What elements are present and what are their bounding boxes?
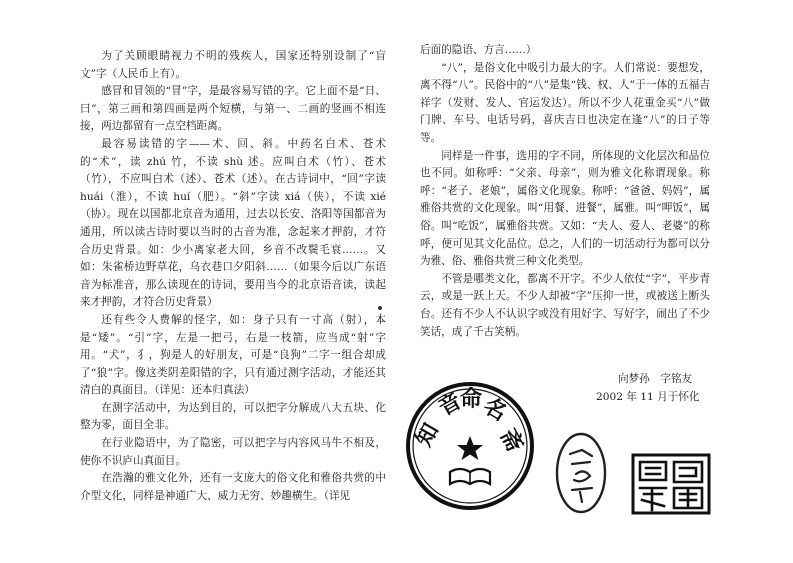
paragraph-continuation: 后面的隐语、方言……） [420,44,537,56]
seal-char: 知 [410,418,445,451]
paragraph: 在测字活动中，为达到目的，可以把字分解成八大五块、化整为零，面目全非。 [80,401,386,432]
paragraph: 还有些令人费解的怪字，如：身子只有一寸高（射），本是“矮”。“引”字，左是一把弓，右是一枝箭，应当成“射”字用。“犬”，犭，狗是人的好朋友，可是“良狗”二字一组合却成了“狼”字。像这类阴差阳错的字，只有通过测字活动，才能还其清白的真面目。（详见：还本归真法） [80,313,386,397]
oval-seal [552,430,610,516]
seal-char: 音 [434,387,467,422]
paragraph: 在行业隐语中，为了隐密，可以把字与内容风马牛不相及，使你不识庐山真面目。 [80,437,386,467]
seal-char: 斋 [494,424,528,457]
ink-speck [378,306,382,310]
paragraph: “八”，是俗文化中吸引力最大的字。人们常说：要想发，离不得“八”。民俗中的“八”是集“钱、权、人”于一体的五福吉祥字（发财、发人、官运发达）。所以不少人花重金买“八”做门牌、车号、电话号码，喜庆吉日也决定在逢“八”的日子等等。 [420,61,710,144]
paragraph: 同样是一件事，选用的字不同，所体现的文化层次和品位也不同。如称呼：“父亲、母亲”，则为雅文化称谓现象。称呼：“老子、老娘”，属俗文化现象。称呼：“爸爸、妈妈”，属雅俗共赏的文化现象。叫“用餐、进餐”，属雅。叫“呷饭”，属俗。叫“吃饭”，属雅俗共赏。又如：“夫人、爱人、老婆”的称呼，便可见其文化品位。总之，人们的一切活动行为都可以分为雅、俗、雅俗共赏三种文化类型。 [420,149,710,268]
square-seal [630,452,712,516]
paragraph: 不管是哪类文化，都离不开字。不少人依仗“字”，平步青云，或是一跃上天。不少人却被“字”压抑一世，或被送上断头台。还有不少人不认识字或没有用好字、写好字，闹出了不少笑话，成了千古笑柄。 [420,272,710,338]
paragraph: 为了关顾眼睛视力不明的残疾人，国家还特别设制了“盲文”字（人民币上有）。 [80,50,386,80]
round-seal [404,380,536,512]
author-signature: 向梦孙 字铭友 [618,373,693,385]
seal-char: 命 [460,386,483,412]
signature-date: 2002 年 11 月于怀化 [596,391,700,403]
right-text-column [420,42,710,341]
book-icon [450,469,490,484]
star-icon [457,436,483,460]
paragraph: 在浩瀚的雅文化外，还有一支庞大的俗文化和雅俗共赏的中介型文化，同样是神通广大、威力无穷、妙趣横生。（详见 [80,472,386,502]
paragraph: 感冒和冒领的“冒”字，是最容易写错的字。它上面不是“日、曰”，第三画和第四画是两个短横，与第一、二画的竖画不相连接，两边都留有一点空档距离。 [80,85,386,133]
seal-char: 名 [479,392,512,427]
paragraph: 最容易读错的字——术、回、斜。中药名白术、苍术的“术”，读 zhú 竹，不读 shù 述。应叫白术（竹）、苍术（竹），不应叫白术（述）、苍术（述）。在古诗词中，“回”字读 huái（淮），不读 huí（肥）。“斜”字读 xiá（侠），不读 xié（协）。现在以国都北京音为通用，过去以长安、洛阳等国都音为通用，所以读古诗时要以当时的古音为准，念起来才押韵，才符合历史背景。如：少小离家老大回，乡音不改鬓毛衰……。又如：朱雀桥边野草花，乌衣巷口夕阳斜……（如果今后以广东语音为标准音，那么读现在的诗词，要用当今的北京语音读，读起来才押韵，才符合历史背景） [80,137,386,309]
left-text-column [80,48,386,505]
